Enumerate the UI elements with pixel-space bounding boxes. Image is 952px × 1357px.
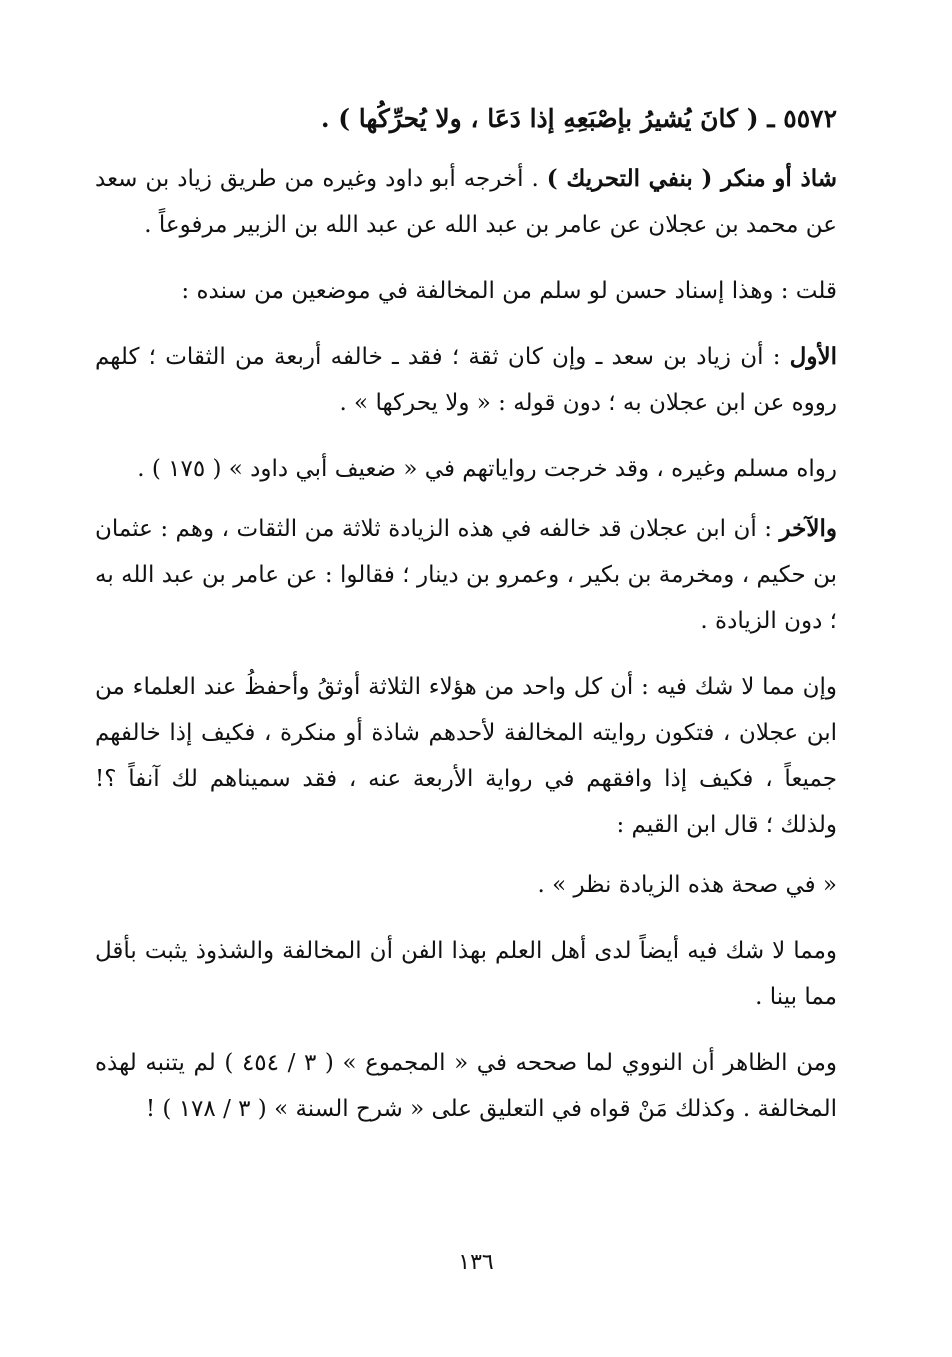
- paragraph-ibn-qayyim-quote: « في صحة هذه الزيادة نظر » .: [537, 872, 837, 898]
- paragraph-discussion: وإن مما لا شك فيه : أن كل واحد من هؤلاء الثلاثة أوثقُ وأحفظُ عند العلماء من ابن عجلان ، فتكون روايته المخالفة لأحدهم شاذة أو منكرة ، فكيف إذا خالفهم جميعاً ، فكيف إذا وافقهم في رواية الأربعة عنه ، فقد سميناهم لك آنفاً ؟! ولذلك ؛ قال ابن القيم :: [95, 674, 837, 838]
- grading-lead: شاذ أو منكر ( بنفي التحريك ): [546, 165, 837, 192]
- second-point-lead: والآخر: [779, 515, 837, 542]
- paragraph-muslim-reference: رواه مسلم وغيره ، وقد خرجت رواياتهم في « ضعيف أبي داود » ( ١٧٥ ) .: [137, 456, 837, 482]
- paragraph-second-point: [95, 506, 837, 644]
- hadith-heading: ٥٥٧٢ ـ ( كانَ يُشيرُ بإصْبَعِهِ إذا دَعَا ، ولا يُحرِّكُها ) .: [320, 104, 837, 133]
- paragraph-grading: [95, 156, 837, 248]
- paragraph-shudhudh: ومما لا شك فيه أيضاً لدى أهل العلم بهذا الفن أن المخالفة والشذوذ يثبت بأقل مما بينا .: [95, 938, 837, 1010]
- page-number: ١٣٦: [458, 1250, 494, 1275]
- second-point-text: : أن ابن عجلان قد خالفه في هذه الزيادة ثلاثة من الثقات ، وهم : عثمان بن حكيم ، ومخرمة بن بكير ، وعمرو بن دينار ؛ فقالوا : عن عامر بن عبد الله به ؛ دون الزيادة .: [95, 516, 837, 634]
- first-point-text: : أن زياد بن سعد ـ وإن كان ثقة ؛ فقد ـ خالفه أربعة من الثقات ؛ كلهم رووه عن ابن عجلان به ؛ دون قوله : « ولا يحركها » .: [95, 344, 837, 416]
- grading-text: . أخرجه أبو داود وغيره من طريق زياد بن سعد عن محمد بن عجلان عن عامر بن عبد الله عن عبد الله بن الزبير مرفوعاً .: [95, 166, 837, 238]
- paragraph-first-point: [95, 334, 837, 426]
- paragraph-isnad-note: قلت : وهذا إسناد حسن لو سلم من المخالفة في موضعين من سنده :: [181, 278, 837, 304]
- paragraph-nawawi: ومن الظاهر أن النووي لما صححه في « المجموع » ( ٣ / ٤٥٤ ) لم يتنبه لهذه المخالفة . وكذلك مَنْ قواه في التعليق على « شرح السنة » ( ٣ / ١٧٨ ) !: [95, 1050, 838, 1122]
- first-point-lead: الأول: [789, 343, 837, 370]
